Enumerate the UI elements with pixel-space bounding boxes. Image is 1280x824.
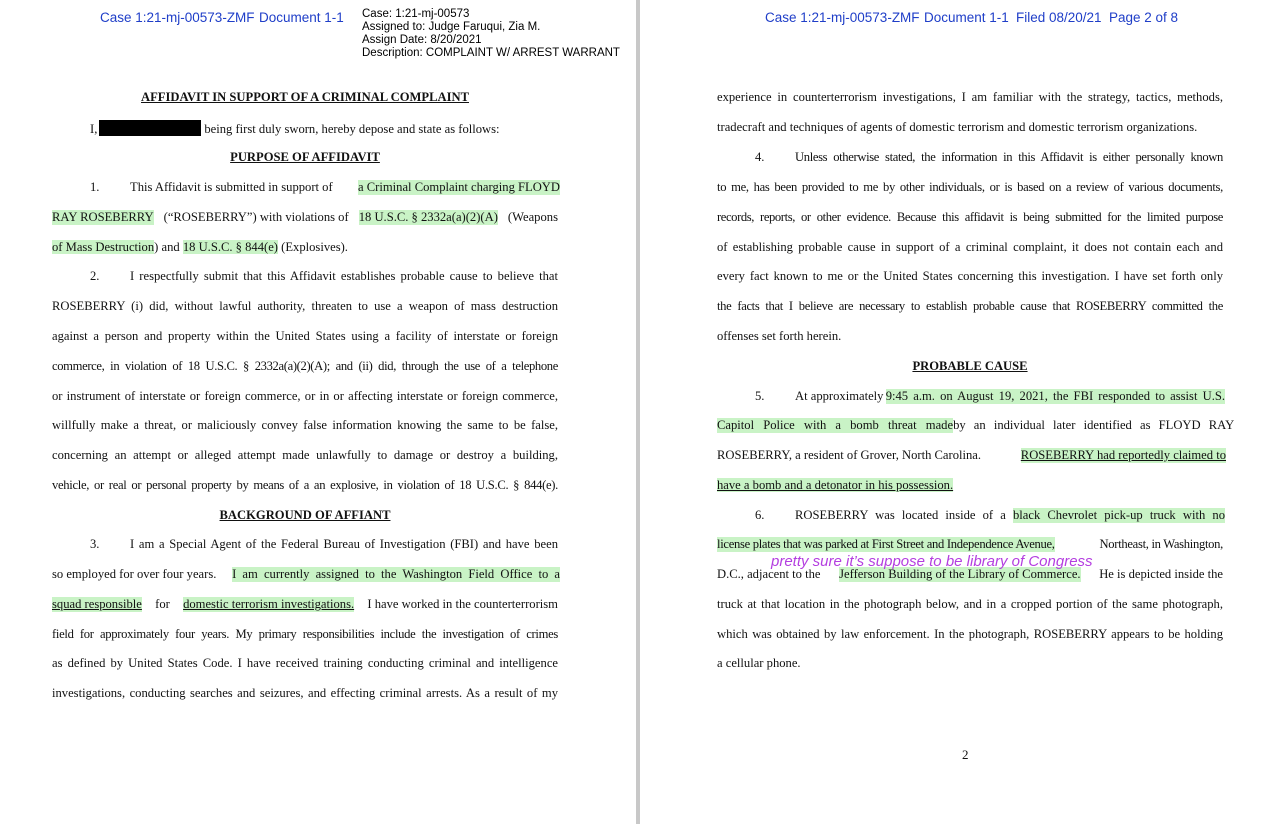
paragraph-number: 1.	[90, 180, 100, 194]
case-number-header: Case 1:21-mj-00573-ZMF	[100, 10, 255, 25]
highlighted-text: domestic terrorism investigations.	[183, 597, 355, 611]
highlighted-text: ROSEBERRY had reportedly claimed to	[1020, 448, 1226, 462]
text-segment: ROSEBERRY, a resident of Grover, North Carolina.	[717, 448, 982, 462]
text-segment: so employed for over four years.	[52, 567, 217, 581]
text-line	[717, 448, 1226, 463]
document-page-1	[0, 0, 636, 824]
document-number-header: Document 1-1	[924, 10, 1009, 25]
text-line: I am a Special Agent of the Federal Bureau of Investigation (FBI) and have been	[130, 537, 558, 551]
case-number-header: Case 1:21-mj-00573-ZMF	[765, 10, 920, 25]
document-title: AFFIDAVIT IN SUPPORT OF A CRIMINAL COMPLAINT	[141, 90, 469, 104]
highlighted-text: a Criminal Complaint charging FLOYD	[358, 180, 560, 194]
text-line	[717, 478, 953, 493]
text-line: the facts that I believe are necessary to establish probable cause that ROSEBERRY committed the	[717, 299, 1223, 313]
highlighted-text: 18 U.S.C. § 844(e)	[182, 240, 278, 254]
text-line: I respectfully submit that this Affidavit establishes probable cause to believe that	[130, 269, 558, 283]
paragraph-number: 2.	[90, 269, 100, 283]
text-line	[717, 537, 1223, 552]
case-assignment-stamp	[362, 8, 620, 60]
stamp-judge: Assigned to: Judge Faruqui, Zia M.	[362, 21, 541, 33]
text-line: Unless otherwise stated, the information in this Affidavit is either personally known	[795, 150, 1223, 164]
text-line	[717, 418, 1235, 433]
intro-text-a: I,	[90, 122, 98, 136]
highlighted-text: 18 U.S.C. § 2332a(a)(2)(A)	[358, 210, 498, 224]
highlighted-text: have a bomb and a detonator in his possession.	[717, 478, 954, 492]
text-segment: for	[155, 597, 170, 611]
highlighted-text: squad responsible	[52, 597, 142, 611]
intro-text-b: being first duly sworn, hereby depose and state as follows:	[204, 122, 500, 136]
text-segment: (Explosives).	[281, 240, 348, 254]
text-line: vehicle, or real or personal property by means of a an explosive, in violation of 18 U.S.C. § 844(e).	[52, 478, 558, 492]
stamp-description: Description: COMPLAINT W/ ARREST WARRANT	[362, 47, 620, 59]
text-line: field for approximately four years. My primary responsibilities include the investigation of crimes	[52, 627, 558, 641]
text-line: to me, has been provided to me by other individuals, or is based on a review of various documents,	[717, 180, 1223, 194]
highlighted-text: 9:45 a.m. on August 19, 2021, the FBI responded to assist U.S.	[885, 389, 1225, 403]
redacted-name	[99, 120, 201, 136]
text-line	[795, 389, 1225, 404]
text-line	[795, 508, 1225, 523]
text-line: every fact known to me or the United States concerning this investigation. I have set forth only	[717, 269, 1223, 283]
paragraph-number: 3.	[90, 537, 100, 551]
text-segment: ) and	[154, 240, 180, 254]
text-line: or instrument of interstate or foreign commerce, or in or affecting interstate or foreign commerce,	[52, 389, 558, 403]
highlighted-text: I am currently assigned to the Washington Field Office to a	[232, 567, 560, 581]
paragraph-number: 6.	[755, 508, 765, 522]
highlighted-text: RAY ROSEBERRY	[52, 210, 154, 224]
text-line	[52, 567, 560, 582]
text-line	[52, 597, 558, 612]
text-line: investigations, conducting searches and seizures, and effecting criminal arrests. As a result of my	[52, 686, 558, 700]
text-line: which was obtained by law enforcement. In the photograph, ROSEBERRY appears to be holding	[717, 627, 1223, 641]
text-segment: by an individual later identified as FLOYD RAY	[953, 418, 1235, 432]
text-segment: At approximately	[795, 389, 884, 403]
text-line	[130, 180, 560, 195]
text-line: commerce, in violation of 18 U.S.C. § 2332a(a)(2)(A); and (ii) did, through the use of a telephone	[52, 359, 558, 373]
stamp-case: Case: 1:21-mj-00573	[362, 8, 470, 20]
text-line: as defined by United States Code. I have received training conducting criminal and intelligence	[52, 656, 558, 670]
handwritten-annotation: pretty sure it’s suppose to be library of Congress	[771, 553, 1093, 570]
highlighted-text: license plates that was parked at First Street and Independence Avenue,	[717, 537, 1055, 551]
text-line: records, reports, or other evidence. Because this affidavit is being submitted for the limited purpose	[717, 210, 1223, 224]
filed-date-header: Filed 08/20/21	[1016, 10, 1102, 25]
text-line: truck at that location in the photograph below, and in a cropped portion of the same photograph,	[717, 597, 1223, 611]
text-segment: (Weapons	[507, 210, 558, 224]
background-heading: BACKGROUND OF AFFIANT	[219, 508, 391, 522]
text-line: ROSEBERRY (i) did, without lawful authority, threaten to use a weapon of mass destruction	[52, 299, 558, 313]
text-segment: This Affidavit is submitted in support of	[130, 180, 333, 194]
text-line: offenses set forth herein.	[717, 329, 842, 343]
text-segment: ROSEBERRY was located inside of a	[795, 508, 1006, 522]
text-segment: He is depicted inside the	[1099, 567, 1223, 581]
text-line: concerning an attempt or alleged attempt made unlawfully to damage or destroy a building,	[52, 448, 558, 462]
intro-line	[90, 120, 500, 137]
text-segment: (“ROSEBERRY”) with violations of	[163, 210, 349, 224]
text-line: tradecraft and techniques of agents of domestic terrorism and domestic terrorism organizations.	[717, 120, 1198, 134]
paragraph-number: 5.	[755, 389, 765, 403]
document-number-header: Document 1-1	[259, 10, 344, 25]
text-line: of establishing probable cause in support of a criminal complaint, it does not contain each and	[717, 240, 1223, 254]
highlighted-text: Capitol Police with a bomb threat made	[717, 418, 954, 432]
highlighted-text: Jefferson Building of the Library of Commerce.	[839, 567, 1081, 581]
text-line: willfully make a threat, or maliciously convey false information knowing the same to be false,	[52, 418, 558, 432]
text-line: a cellular phone.	[717, 656, 801, 670]
paragraph-number: 4.	[755, 150, 765, 164]
text-segment: Northeast, in Washington,	[1099, 537, 1223, 551]
text-segment: D.C., adjacent to the	[717, 567, 821, 581]
page-count-header: Page 2 of 8	[1109, 10, 1179, 25]
highlighted-text: of Mass Destruction	[52, 240, 155, 254]
probable-cause-heading: PROBABLE CAUSE	[912, 359, 1028, 373]
text-line: experience in counterterrorism investigations, I am familiar with the strategy, tactics, methods,	[717, 90, 1223, 104]
stamp-date: Assign Date: 8/20/2021	[362, 34, 482, 46]
purpose-heading: PURPOSE OF AFFIDAVIT	[230, 150, 380, 164]
page-number: 2	[962, 747, 969, 762]
text-line	[52, 240, 348, 255]
text-segment: I have worked in the counterterrorism	[367, 597, 558, 611]
text-line	[52, 210, 558, 225]
text-line: against a person and property within the United States using a facility of interstate or foreign	[52, 329, 558, 343]
highlighted-text: black Chevrolet pick-up truck with no	[1012, 508, 1225, 522]
